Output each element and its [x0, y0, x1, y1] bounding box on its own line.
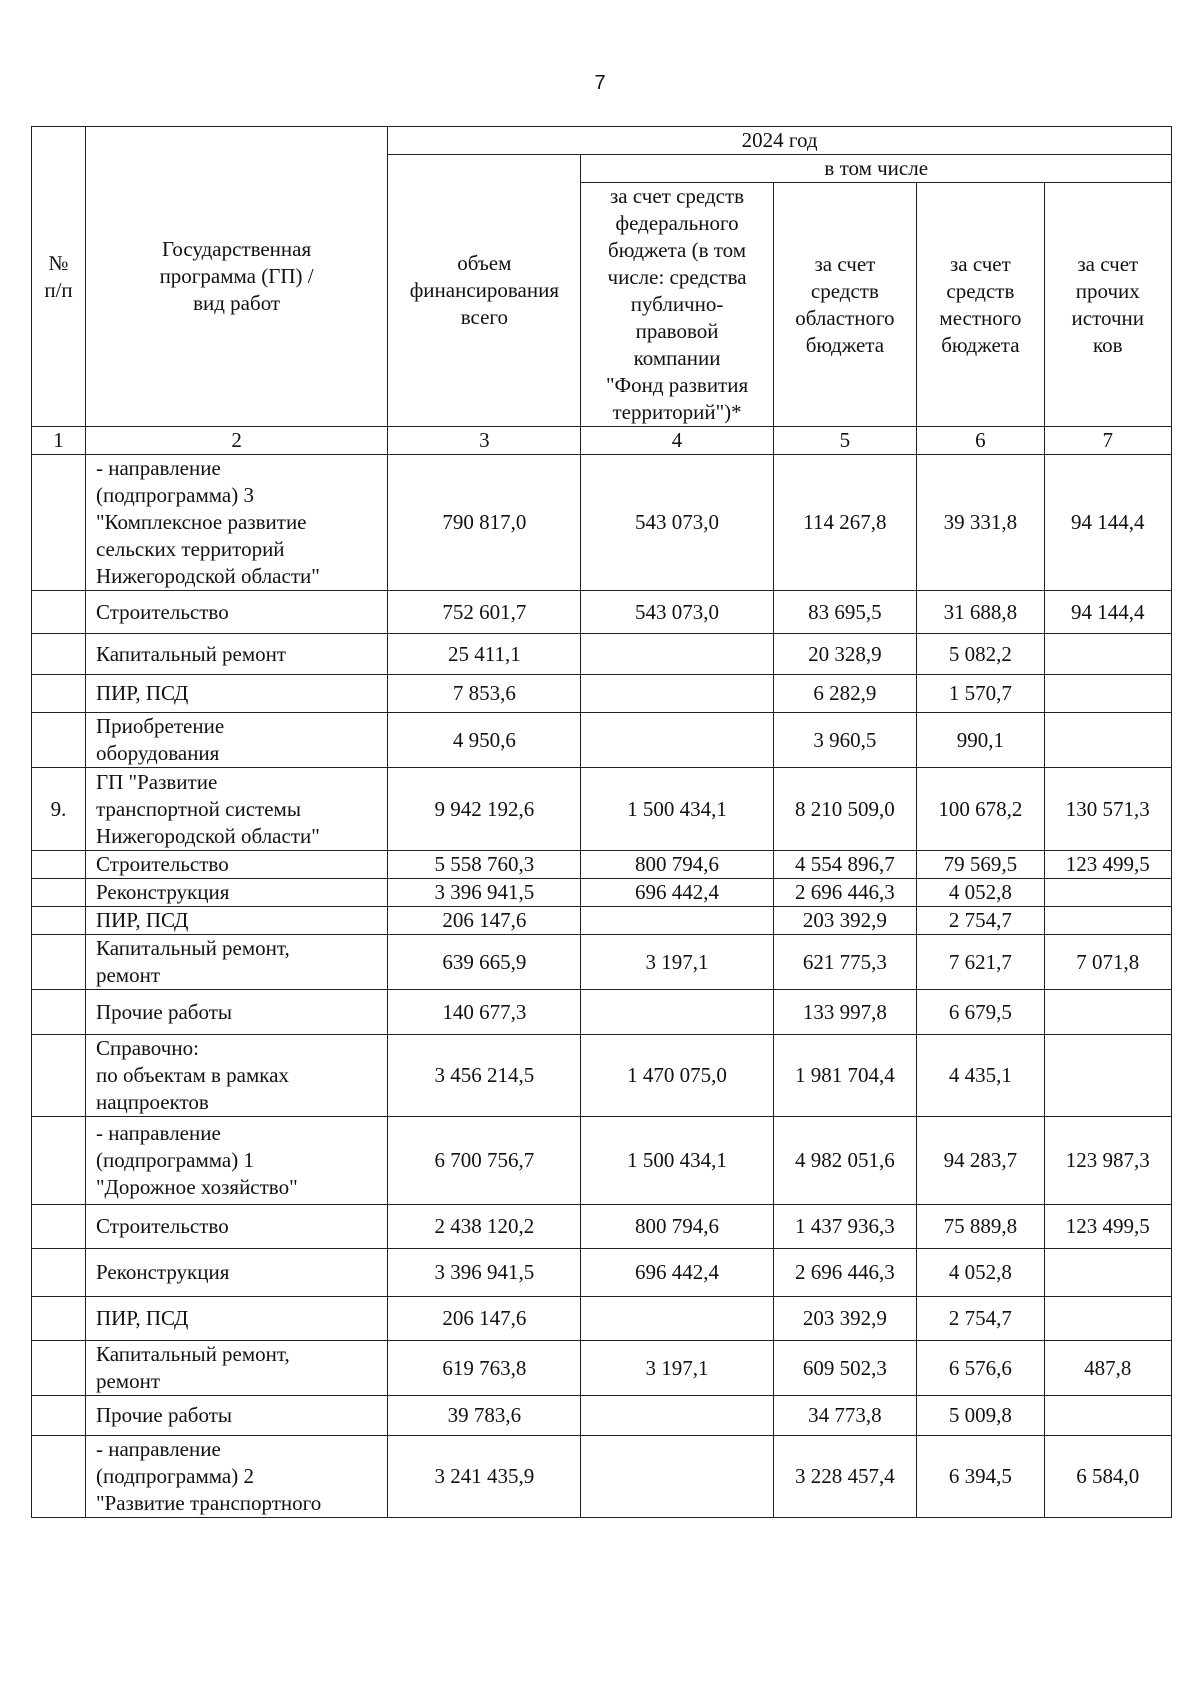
- table-row: [32, 1436, 1172, 1518]
- other-sources-cell: [1044, 1297, 1171, 1341]
- federal-budget-cell: [581, 1297, 773, 1341]
- header-row-number: № п/п: [32, 127, 86, 427]
- work-type-cell: Капитальный ремонт, ремонт: [85, 1341, 387, 1396]
- work-type-cell: ПИР, ПСД: [85, 907, 387, 935]
- other-sources-cell: 123 499,5: [1044, 851, 1171, 879]
- work-type-cell: - направление (подпрограмма) 2 "Развитие транспортного: [85, 1436, 387, 1518]
- total-financing-cell: 3 396 941,5: [388, 1249, 581, 1297]
- work-type-cell: Капитальный ремонт, ремонт: [85, 935, 387, 990]
- local-budget-cell: 1 570,7: [917, 675, 1044, 713]
- local-budget-cell: 990,1: [917, 713, 1044, 768]
- total-financing-cell: 3 396 941,5: [388, 879, 581, 907]
- row-number-cell: [32, 879, 86, 907]
- row-number-cell: [32, 1205, 86, 1249]
- row-number-cell: [32, 634, 86, 675]
- regional-budget-cell: 203 392,9: [773, 1297, 917, 1341]
- regional-budget-cell: 114 267,8: [773, 455, 917, 591]
- regional-budget-cell: 1 437 936,3: [773, 1205, 917, 1249]
- row-number-cell: [32, 935, 86, 990]
- local-budget-cell: 6 679,5: [917, 990, 1044, 1035]
- local-budget-cell: 75 889,8: [917, 1205, 1044, 1249]
- other-sources-cell: 123 499,5: [1044, 1205, 1171, 1249]
- table-row: [32, 1396, 1172, 1436]
- other-sources-cell: [1044, 634, 1171, 675]
- table-row: [32, 591, 1172, 634]
- table-row: [32, 1297, 1172, 1341]
- table-row: [32, 634, 1172, 675]
- header-year: 2024 год: [388, 127, 1172, 155]
- row-number-cell: [32, 1117, 86, 1205]
- federal-budget-cell: 800 794,6: [581, 1205, 773, 1249]
- total-financing-cell: 25 411,1: [388, 634, 581, 675]
- regional-budget-cell: 2 696 446,3: [773, 1249, 917, 1297]
- row-number-cell: [32, 1396, 86, 1436]
- row-number-cell: [32, 675, 86, 713]
- regional-budget-cell: 34 773,8: [773, 1396, 917, 1436]
- regional-budget-cell: 609 502,3: [773, 1341, 917, 1396]
- federal-budget-cell: 1 500 434,1: [581, 768, 773, 851]
- regional-budget-cell: 20 328,9: [773, 634, 917, 675]
- row-number-cell: 9.: [32, 768, 86, 851]
- total-financing-cell: 206 147,6: [388, 1297, 581, 1341]
- other-sources-cell: [1044, 1249, 1171, 1297]
- total-financing-cell: 790 817,0: [388, 455, 581, 591]
- table-row: [32, 1205, 1172, 1249]
- other-sources-cell: 6 584,0: [1044, 1436, 1171, 1518]
- local-budget-cell: 7 621,7: [917, 935, 1044, 990]
- other-sources-cell: [1044, 713, 1171, 768]
- column-number: 5: [773, 427, 917, 455]
- table-row: [32, 907, 1172, 935]
- local-budget-cell: 6 576,6: [917, 1341, 1044, 1396]
- total-financing-cell: 619 763,8: [388, 1341, 581, 1396]
- regional-budget-cell: 621 775,3: [773, 935, 917, 990]
- header-total: объем финансирования всего: [388, 155, 581, 427]
- work-type-cell: ГП "Развитие транспортной системы Нижегородской области": [85, 768, 387, 851]
- work-type-cell: Справочно: по объектам в рамках нацпроектов: [85, 1035, 387, 1117]
- header-federal: за счет средств федерального бюджета (в том числе: средства публично- правовой компании "Фонд развития территорий")*: [581, 183, 773, 427]
- federal-budget-cell: [581, 634, 773, 675]
- work-type-cell: - направление (подпрограмма) 1 "Дорожное хозяйство": [85, 1117, 387, 1205]
- row-number-cell: [32, 713, 86, 768]
- column-number: 6: [917, 427, 1044, 455]
- total-financing-cell: 9 942 192,6: [388, 768, 581, 851]
- federal-budget-cell: 696 442,4: [581, 879, 773, 907]
- federal-budget-cell: 3 197,1: [581, 1341, 773, 1396]
- federal-budget-cell: 800 794,6: [581, 851, 773, 879]
- header-including: в том числе: [581, 155, 1172, 183]
- work-type-cell: ПИР, ПСД: [85, 1297, 387, 1341]
- total-financing-cell: 639 665,9: [388, 935, 581, 990]
- table-row: [32, 1117, 1172, 1205]
- total-financing-cell: 4 950,6: [388, 713, 581, 768]
- regional-budget-cell: 133 997,8: [773, 990, 917, 1035]
- header-program: Государственная программа (ГП) / вид работ: [85, 127, 387, 427]
- other-sources-cell: 130 571,3: [1044, 768, 1171, 851]
- financing-table: [31, 126, 1172, 1518]
- table-row: [32, 455, 1172, 591]
- row-number-cell: [32, 851, 86, 879]
- table-row: [32, 675, 1172, 713]
- table-row: [32, 768, 1172, 851]
- regional-budget-cell: 8 210 509,0: [773, 768, 917, 851]
- row-number-cell: [32, 1297, 86, 1341]
- federal-budget-cell: [581, 1396, 773, 1436]
- federal-budget-cell: [581, 675, 773, 713]
- regional-budget-cell: 83 695,5: [773, 591, 917, 634]
- local-budget-cell: 5 009,8: [917, 1396, 1044, 1436]
- total-financing-cell: 206 147,6: [388, 907, 581, 935]
- row-number-cell: [32, 455, 86, 591]
- row-number-cell: [32, 990, 86, 1035]
- table-row: [32, 1341, 1172, 1396]
- header-regional: за счет средств областного бюджета: [773, 183, 917, 427]
- other-sources-cell: 487,8: [1044, 1341, 1171, 1396]
- total-financing-cell: 140 677,3: [388, 990, 581, 1035]
- local-budget-cell: 100 678,2: [917, 768, 1044, 851]
- row-number-cell: [32, 1035, 86, 1117]
- row-number-cell: [32, 1341, 86, 1396]
- total-financing-cell: 39 783,6: [388, 1396, 581, 1436]
- other-sources-cell: 94 144,4: [1044, 455, 1171, 591]
- header-local: за счет средств местного бюджета: [917, 183, 1044, 427]
- column-number: 3: [388, 427, 581, 455]
- total-financing-cell: 3 456 214,5: [388, 1035, 581, 1117]
- federal-budget-cell: [581, 907, 773, 935]
- local-budget-cell: 2 754,7: [917, 907, 1044, 935]
- table-row: [32, 879, 1172, 907]
- work-type-cell: Строительство: [85, 591, 387, 634]
- total-financing-cell: 6 700 756,7: [388, 1117, 581, 1205]
- local-budget-cell: 79 569,5: [917, 851, 1044, 879]
- total-financing-cell: 7 853,6: [388, 675, 581, 713]
- regional-budget-cell: 203 392,9: [773, 907, 917, 935]
- row-number-cell: [32, 1249, 86, 1297]
- federal-budget-cell: 543 073,0: [581, 591, 773, 634]
- other-sources-cell: [1044, 1035, 1171, 1117]
- other-sources-cell: [1044, 675, 1171, 713]
- regional-budget-cell: 1 981 704,4: [773, 1035, 917, 1117]
- local-budget-cell: 39 331,8: [917, 455, 1044, 591]
- table-row: [32, 713, 1172, 768]
- work-type-cell: Реконструкция: [85, 1249, 387, 1297]
- row-number-cell: [32, 907, 86, 935]
- column-number: 4: [581, 427, 773, 455]
- table-row: [32, 935, 1172, 990]
- other-sources-cell: [1044, 907, 1171, 935]
- local-budget-cell: 4 052,8: [917, 1249, 1044, 1297]
- federal-budget-cell: 1 500 434,1: [581, 1117, 773, 1205]
- other-sources-cell: [1044, 879, 1171, 907]
- local-budget-cell: 4 435,1: [917, 1035, 1044, 1117]
- local-budget-cell: 5 082,2: [917, 634, 1044, 675]
- work-type-cell: Приобретение оборудования: [85, 713, 387, 768]
- table-row: [32, 1249, 1172, 1297]
- regional-budget-cell: 3 960,5: [773, 713, 917, 768]
- row-number-cell: [32, 591, 86, 634]
- federal-budget-cell: [581, 1436, 773, 1518]
- row-number-cell: [32, 1436, 86, 1518]
- federal-budget-cell: 696 442,4: [581, 1249, 773, 1297]
- federal-budget-cell: 3 197,1: [581, 935, 773, 990]
- total-financing-cell: 3 241 435,9: [388, 1436, 581, 1518]
- page-number: 7: [594, 72, 606, 94]
- local-budget-cell: 94 283,7: [917, 1117, 1044, 1205]
- total-financing-cell: 752 601,7: [388, 591, 581, 634]
- work-type-cell: Капитальный ремонт: [85, 634, 387, 675]
- column-number-row: [32, 427, 1172, 455]
- local-budget-cell: 6 394,5: [917, 1436, 1044, 1518]
- other-sources-cell: 123 987,3: [1044, 1117, 1171, 1205]
- table-row: [32, 1035, 1172, 1117]
- local-budget-cell: 2 754,7: [917, 1297, 1044, 1341]
- work-type-cell: Реконструкция: [85, 879, 387, 907]
- table-row: [32, 990, 1172, 1035]
- other-sources-cell: [1044, 1396, 1171, 1436]
- work-type-cell: Строительство: [85, 1205, 387, 1249]
- total-financing-cell: 2 438 120,2: [388, 1205, 581, 1249]
- federal-budget-cell: 1 470 075,0: [581, 1035, 773, 1117]
- regional-budget-cell: 6 282,9: [773, 675, 917, 713]
- header-other: за счет прочих источни ков: [1044, 183, 1171, 427]
- regional-budget-cell: 3 228 457,4: [773, 1436, 917, 1518]
- total-financing-cell: 5 558 760,3: [388, 851, 581, 879]
- local-budget-cell: 31 688,8: [917, 591, 1044, 634]
- other-sources-cell: 7 071,8: [1044, 935, 1171, 990]
- work-type-cell: Строительство: [85, 851, 387, 879]
- regional-budget-cell: 4 982 051,6: [773, 1117, 917, 1205]
- federal-budget-cell: [581, 713, 773, 768]
- federal-budget-cell: [581, 990, 773, 1035]
- other-sources-cell: [1044, 990, 1171, 1035]
- regional-budget-cell: 4 554 896,7: [773, 851, 917, 879]
- work-type-cell: - направление (подпрограмма) 3 "Комплексное развитие сельских территорий Нижегородской области": [85, 455, 387, 591]
- federal-budget-cell: 543 073,0: [581, 455, 773, 591]
- column-number: 2: [85, 427, 387, 455]
- local-budget-cell: 4 052,8: [917, 879, 1044, 907]
- column-number: 1: [32, 427, 86, 455]
- table-row: [32, 851, 1172, 879]
- work-type-cell: Прочие работы: [85, 1396, 387, 1436]
- other-sources-cell: 94 144,4: [1044, 591, 1171, 634]
- work-type-cell: Прочие работы: [85, 990, 387, 1035]
- work-type-cell: ПИР, ПСД: [85, 675, 387, 713]
- regional-budget-cell: 2 696 446,3: [773, 879, 917, 907]
- column-number: 7: [1044, 427, 1171, 455]
